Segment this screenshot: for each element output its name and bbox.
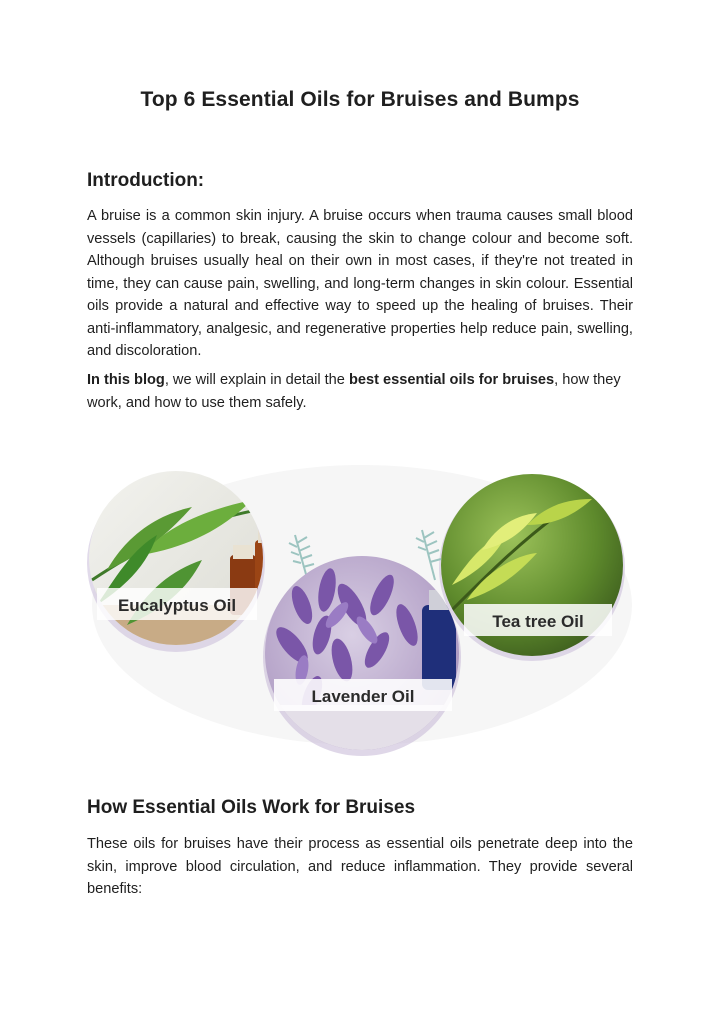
how-it-works-paragraph: These oils for bruises have their process as essential oils penetrate deep into the skin, improve blood circulation, and reduce inflammation. They provide several benefits: xyxy=(87,836,633,897)
essential-oils-image xyxy=(87,455,633,760)
introduction-heading: Introduction: xyxy=(87,170,205,191)
blog-intro-paragraph xyxy=(87,369,633,414)
blog-intro-bold-keyword: best essential oils for bruises xyxy=(348,372,555,388)
blog-intro-text-b: , how they work, and how to use them safely. xyxy=(87,372,621,411)
page-title: Top 6 Essential Oils for Bruises and Bumps xyxy=(140,88,580,111)
eucalyptus-oil-label: Eucalyptus Oil xyxy=(117,596,237,615)
blog-intro-text-a: , we will explain in detail the xyxy=(164,372,349,388)
blog-intro-bold-lead: In this blog xyxy=(87,372,165,388)
how-it-works-heading: How Essential Oils Work for Bruises xyxy=(87,797,416,818)
introduction-paragraph: A bruise is a common skin injury. A bruise occurs when trauma causes small blood vessels (capillaries) to break, causing the skin to change colour and become soft. Although bruises usually heal on their own in most cases, if they're not treated in time, they can cause pain, swelling, and long-term changes in skin colour. Essential oils provide a natural and effective way to speed up the healing of bruises. Their anti-inflammatory, analgesic, and regenerative properties help reduce pain, swelling, and discoloration. xyxy=(87,208,633,359)
essential-oils-illustration xyxy=(87,455,633,760)
lavender-oil-label: Lavender Oil xyxy=(311,687,415,706)
tea-tree-oil-label: Tea tree Oil xyxy=(492,612,584,631)
